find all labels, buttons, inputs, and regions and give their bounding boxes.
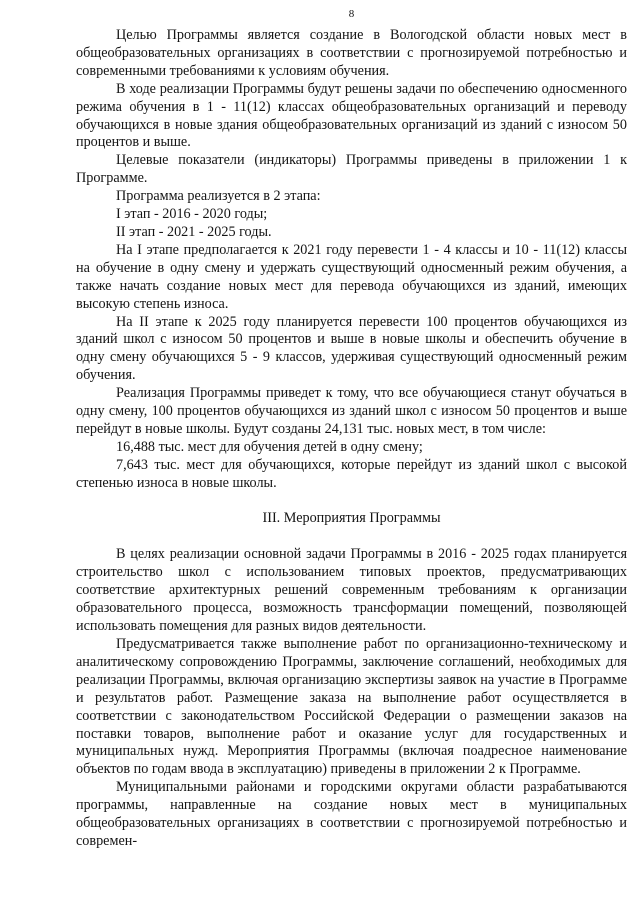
paragraph-indicators: Целевые показатели (индикаторы) Программы приведены в приложении 1 к Программе. — [76, 152, 627, 187]
paragraph-construction: В целях реализации основной задачи Программы в 2016 - 2025 годах планируется строительство школ с использованием типовых проектов, предусматривающих соответствие архитектурных решений современным требованиям к организации образовательного процесса, возможность трансформации помещений, позволяющей использовать помещения для разных видов деятельности. — [76, 546, 627, 635]
document-body — [76, 27, 627, 851]
document-page — [76, 0, 627, 905]
paragraph-goal: Целью Программы является создание в Вологодской области новых мест в общеобразовательных организациях в соответствии с прогнозируемой потребностью и современными требованиями к условиям обучения. — [76, 27, 627, 79]
paragraph-stage-2-plan: На II этапе к 2025 году планируется перевести 100 процентов обучающихся из зданий школ с износом 50 процентов и выше в новые школы и обеспечить обучение в одну смену обучающихся 5 - 9 классов, удерживая существующий односменный режим обучения. — [76, 313, 627, 384]
paragraph-places-worn-buildings: 7,643 тыс. мест для обучающихся, которые перейдут из зданий школ с высокой степенью износа в новые школы. — [76, 456, 627, 491]
section-heading: III. Мероприятия Программы — [262, 509, 441, 526]
paragraph-stage-1: I этап - 2016 - 2020 годы; — [116, 206, 268, 223]
paragraph-results: Реализация Программы приведет к тому, что все обучающиеся станут обучаться в одну смену, 100 процентов обучающихся из зданий школ с износом 50 процентов и выше перейдут в новые школы. Будут созданы 24,131 тыс. новых мест, в том числе: — [76, 385, 627, 437]
page-number: 8 — [348, 8, 355, 20]
paragraph-places-one-shift: 16,488 тыс. мест для обучения детей в одну смену; — [116, 438, 423, 455]
paragraph-stage-1-plan: На I этапе предполагается к 2021 году перевести 1 - 4 классы и 10 - 11(12) классы на обучение в одну смену и удержать существующий односменный режим обучения, а также начать создание новых мест для перевода обучающихся из зданий, имеющих высокую степень износа. — [76, 241, 627, 312]
paragraph-stages-intro: Программа реализуется в 2 этапа: — [116, 188, 321, 205]
paragraph-municipal-programs: Муниципальными районами и городскими округами области разрабатываются программы, направленные на создание новых мест в муниципальных общеобразовательных организациях в соответствии с прогнозируемой потребностью и современ- — [76, 779, 627, 849]
paragraph-support-works: Предусматривается также выполнение работ по организационно-техническому и аналитическому сопровождению Программы, заключение соглашений, необходимых для реализации Программы, включая организацию экспертизы заявок на участие в Программе и результатов работ. Размещение заказа на выполнение работ осуществляется в соответствии с законодательством Российской Федерации о размещении заказов на поставки товаров, выполнение работ и оказание услуг для государственных и муниципальных нужд. Мероприятия Программы (включая поадресное наименование объектов по годам ввода в эксплуатацию) приведены в приложении 2 к Программе. — [76, 636, 627, 778]
paragraph-tasks: В ходе реализации Программы будут решены задачи по обеспечению односменного режима обучения в 1 - 11(12) классах общеобразовательных организаций и переводу обучающихся в новые здания общеобразовательных организаций из зданий с износом 50 процентов и выше. — [76, 80, 627, 151]
paragraph-stage-2: II этап - 2021 - 2025 годы. — [116, 223, 272, 240]
